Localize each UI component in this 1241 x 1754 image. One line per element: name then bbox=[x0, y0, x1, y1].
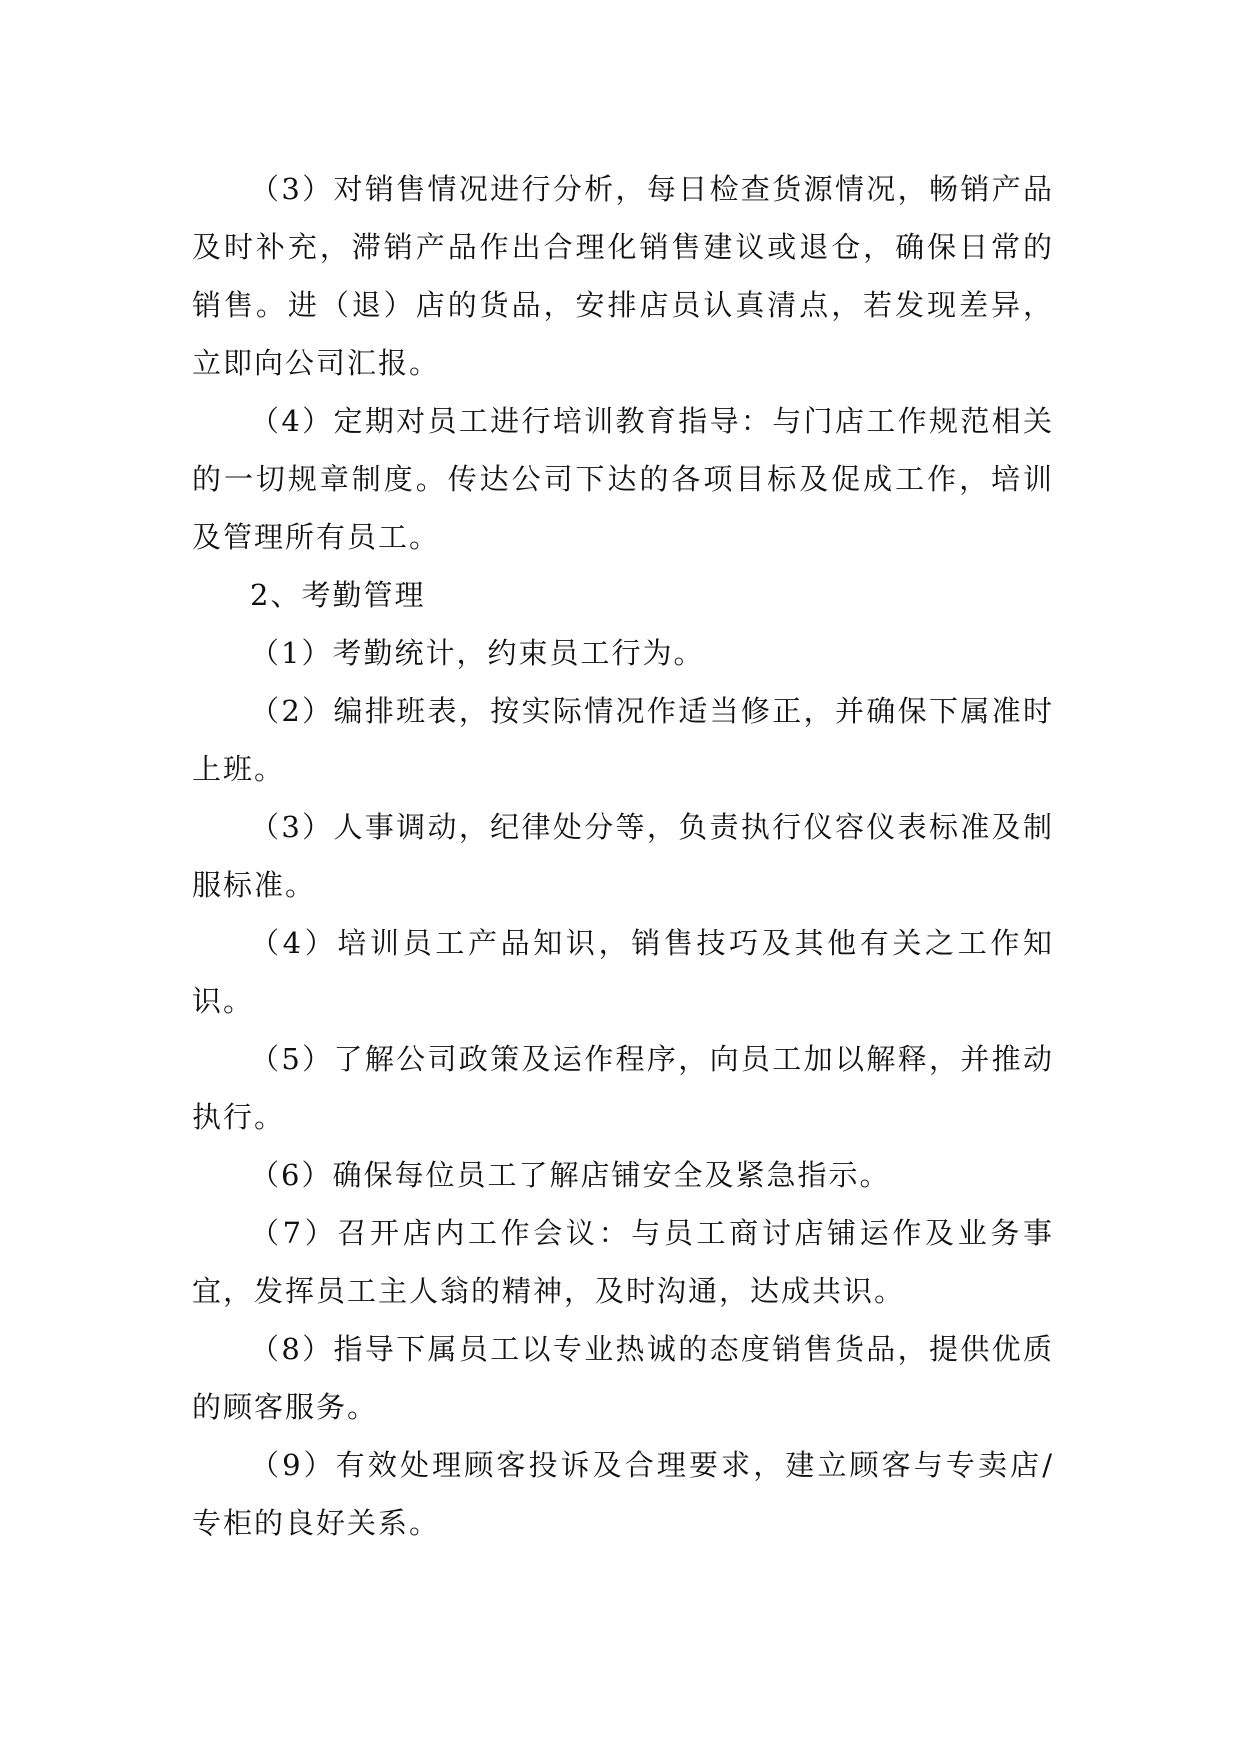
paragraph-product-training: （4）培训员工产品知识，销售技巧及其他有关之工作知识。 bbox=[192, 926, 1054, 1018]
paragraph-sales-analysis: （3）对销售情况进行分析，每日检查货源情况，畅销产品及时补充，滞销产品作出合理化销售建议或退仓，确保日常的销售。进（退）店的货品，安排店员认真清点，若发现差异，立即向公司汇报。 bbox=[192, 172, 1054, 380]
section-heading-attendance: 2、考勤管理 bbox=[250, 578, 426, 612]
paragraph-customer-service: （8）指导下属员工以专业热诚的态度销售货品，提供优质的顾客服务。 bbox=[192, 1332, 1054, 1424]
paragraph-personnel-discipline: （3）人事调动，纪律处分等，负责执行仪容仪表标准及制服标准。 bbox=[192, 810, 1054, 902]
paragraph-store-safety: （6）确保每位员工了解店铺安全及紧急指示。 bbox=[250, 1158, 891, 1192]
paragraph-shift-schedule: （2）编排班表，按实际情况作适当修正，并确保下属准时上班。 bbox=[192, 694, 1054, 786]
paragraph-customer-complaints: （9）有效处理顾客投诉及合理要求，建立顾客与专卖店/专柜的良好关系。 bbox=[192, 1448, 1054, 1540]
paragraph-attendance-stats: （1）考勤统计，约束员工行为。 bbox=[250, 636, 705, 670]
paragraph-staff-training: （4）定期对员工进行培训教育指导：与门店工作规范相关的一切规章制度。传达公司下达的各项目标及促成工作，培训及管理所有员工。 bbox=[192, 404, 1054, 554]
paragraph-company-policy: （5）了解公司政策及运作程序，向员工加以解释，并推动执行。 bbox=[192, 1042, 1054, 1134]
document-body bbox=[192, 160, 1054, 1552]
paragraph-store-meeting: （7）召开店内工作会议：与员工商讨店铺运作及业务事宜，发挥员工主人翁的精神，及时沟通，达成共识。 bbox=[192, 1216, 1054, 1308]
